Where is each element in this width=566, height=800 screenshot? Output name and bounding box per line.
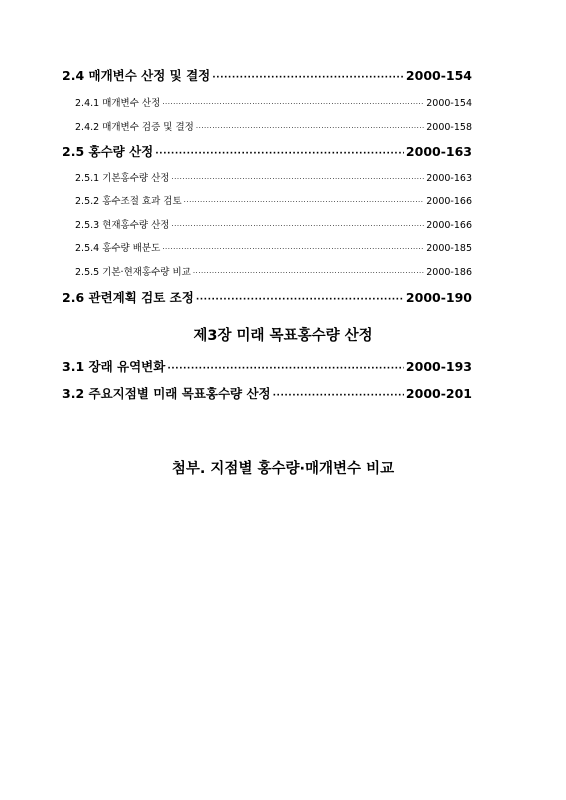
toc-entry-page: 2000-154 (405, 68, 472, 83)
toc-entry-label: 2.6 관련계획 검토 조정 (62, 290, 194, 305)
toc-entry-page: 2000-193 (405, 359, 472, 374)
toc-entry-2-4-2[interactable] (75, 119, 472, 133)
dot-leader (167, 364, 404, 374)
toc-entry-label: 2.5.2 홍수조절 효과 검토 (75, 196, 182, 207)
toc-entry-2-5-5[interactable] (75, 264, 472, 278)
toc-entry-label: 3.1 장래 유역변화 (62, 359, 166, 374)
toc-entry-2-4-1[interactable] (75, 95, 472, 109)
toc-entry-label: 2.5.5 기본·현재홍수량 비교 (75, 267, 191, 278)
dot-leader (196, 295, 404, 305)
toc-entry-page: 2000-186 (426, 267, 472, 278)
toc-entry-page: 2000-163 (405, 144, 472, 159)
toc-entry-2-5-1[interactable] (75, 170, 472, 184)
toc-entry-2-6[interactable] (62, 288, 472, 306)
toc-entry-3-1[interactable] (62, 357, 472, 375)
toc-entry-page: 2000-163 (426, 173, 472, 184)
toc-entry-page: 2000-185 (426, 243, 472, 254)
toc-entry-page: 2000-158 (426, 122, 472, 133)
chapter-3-heading: 제3장 미래 목표홍수량 산정 (193, 328, 373, 344)
toc-entry-label: 2.5 홍수량 산정 (62, 144, 154, 159)
dot-leader (212, 73, 404, 83)
toc-entry-page: 2000-154 (426, 98, 472, 109)
toc-entry-label: 2.4 매개변수 산정 및 결정 (62, 68, 211, 83)
toc-entry-2-5-4[interactable] (75, 240, 472, 254)
dot-leader (273, 391, 404, 401)
toc-entry-label: 2.5.3 현재홍수량 산정 (75, 220, 170, 231)
appendix-heading: 첨부. 지점별 홍수량·매개변수 비교 (171, 461, 395, 477)
toc-entry-page: 2000-201 (405, 386, 472, 401)
dot-leader (171, 222, 424, 230)
toc-entry-3-2[interactable] (62, 384, 472, 402)
toc-entry-2-4[interactable] (62, 66, 472, 84)
dot-leader (162, 100, 424, 108)
dot-leader (155, 149, 404, 159)
dot-leader (193, 269, 424, 277)
dot-leader (171, 175, 424, 183)
toc-entry-label: 2.4.1 매개변수 산정 (75, 98, 161, 109)
toc-entry-2-5[interactable] (62, 142, 472, 160)
toc-entry-2-5-2[interactable] (75, 193, 472, 207)
toc-entry-label: 3.2 주요지점별 미래 목표홍수량 산정 (62, 386, 271, 401)
toc-entry-page: 2000-166 (426, 196, 472, 207)
dot-leader (196, 124, 424, 132)
dot-leader (184, 198, 425, 206)
toc-entry-2-5-3[interactable] (75, 217, 472, 231)
toc-entry-page: 2000-190 (405, 290, 472, 305)
toc-entry-label: 2.5.4 홍수량 배분도 (75, 243, 161, 254)
dot-leader (162, 245, 424, 253)
toc-entry-page: 2000-166 (426, 220, 472, 231)
toc-entry-label: 2.5.1 기본홍수량 산정 (75, 173, 170, 184)
toc-entry-label: 2.4.2 매개변수 검증 및 결정 (75, 122, 194, 133)
